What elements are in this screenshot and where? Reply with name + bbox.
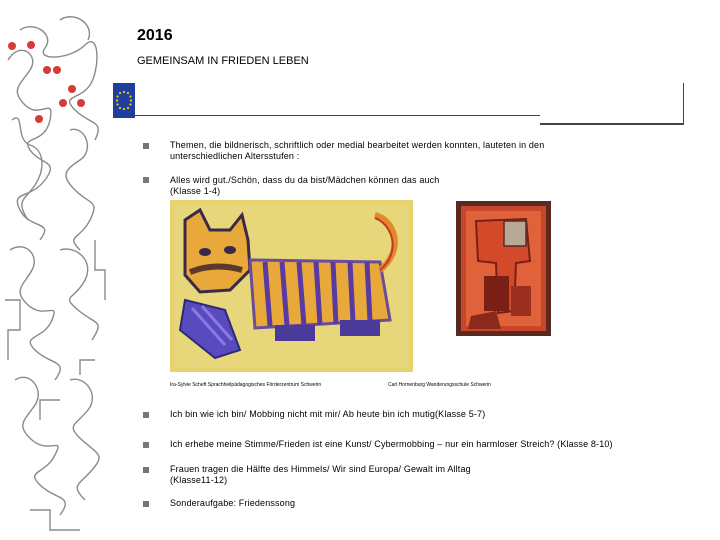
square-bullet-icon [143,412,149,418]
header-rule [135,115,540,116]
square-bullet-icon [143,442,149,448]
square-bullet-icon [143,143,149,149]
square-bullet-icon [143,467,149,473]
bullet-text-special-task: Sonderaufgabe: Friedenssong [170,498,296,508]
bullet-text-grades-1-4: Alles wird gut./Schön, dass du da bist/Mädchen können das auch (Klasse 1-4) [170,175,440,196]
bullet-text-themes: Themen, die bildnerisch, schriftlich oder medial bearbeitet werden konnten, lauteten in den unterschiedlichen Altersstufen : [170,140,545,161]
abstract-figure-painting-image [456,201,551,336]
page-title: 2016 [137,27,173,44]
bullet-text-grades-11-12: Frauen tragen die Hälfte des Himmels/ Wir sind Europa/ Gewalt im Alltag (Klasse11-12) [170,464,471,485]
bullet-text-grades-8-10: Ich erhebe meine Stimme/Frieden ist eine Kunst/ Cybermobbing – nur ein harmloser Streich? (Klasse 8-10) [170,439,613,449]
bullet-text-grades-5-7: Ich bin wie ich bin/ Mobbing nicht mit mir/ Ab heute bin ich mutig(Klasse 5-7) [170,409,486,419]
maze-decoration [0,0,113,540]
page-subtitle: GEMEINSAM IN FRIEDEN LEBEN [137,55,309,67]
square-bullet-icon [143,177,149,183]
header-frame [540,83,684,125]
square-bullet-icon [143,501,149,507]
cat-painting-image [170,200,413,372]
left-image-caption: Ira-Sylvie Scheft Sprachheilpädagogisches Förderzentrum Schwerin [170,382,322,388]
right-image-caption: Carl Hornenburg Wanderungsschule Schwerin [388,382,491,388]
eu-flag-icon [113,83,135,118]
